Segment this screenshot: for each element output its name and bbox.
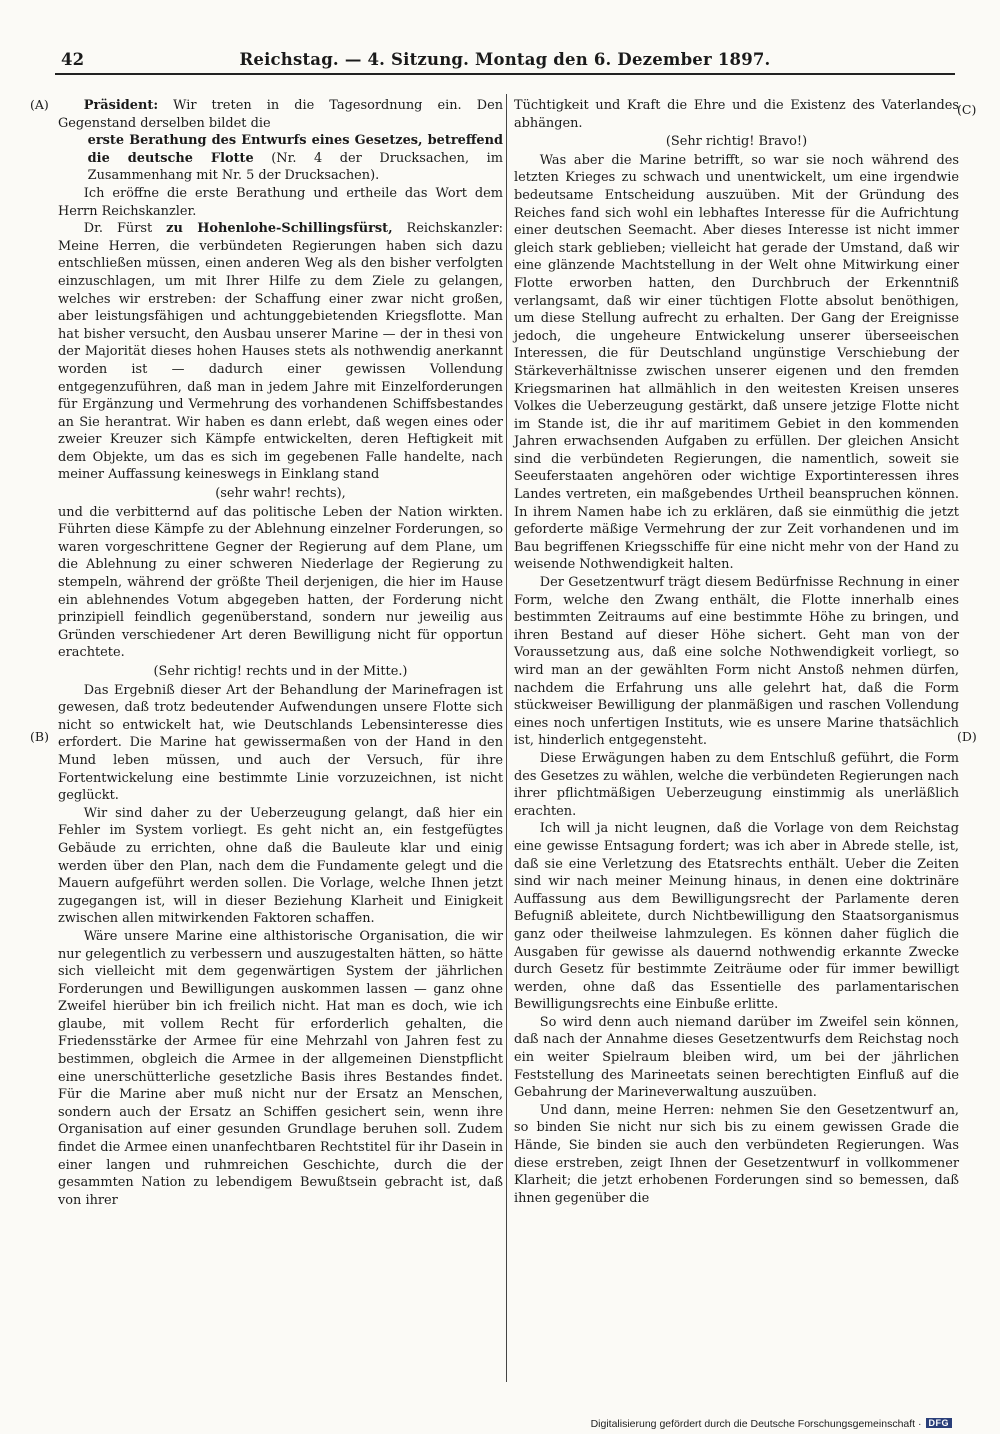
page-header — [55, 48, 955, 74]
interjection: (Sehr richtig! rechts und in der Mitte.) — [153, 664, 408, 679]
running-title: Reichstag. — 4. Sitzung. Montag den 6. Dezember 1897. — [239, 50, 771, 69]
paragraph-text: Reichskanzler: Meine Herren, die verbündeten Regierungen haben sich dazu entschließen müssen, einen anderen Weg als den bisher verfolgten einzuschlagen, um mit Ihrer Hilfe zu dem Ziele zu gelangen, welches wir erstreben: der Schaffung einer zwar nicht großen, aber leistungsfähigen und achtunggebietenden Kriegsflotte. Man hat bisher versucht, den Ausbau unserer Marine — der in thesi von der Majorität dieses hohen Hauses stets als nothwendig anerkannt worden ist — dadurch einer gewissen Vollendung entgegenzuführen, daß man in jedem Jahre mit Einzelforderungen für Ergänzung und Vermehrung des vorhandenen Schiffsbestandes an Sie herantrat. Wir haben es dann erlebt, daß wegen eines oder zweier Kreuzer sich Kämpfe entwickelten, deren Heftigkeit mit dem Objekte, um das es sich im gegebenen Falle handelte, nach meiner Auffassung keineswegs in Einklang stand — [58, 221, 503, 483]
paragraph: Tüchtigkeit und Kraft die Ehre und die Existenz des Vaterlandes abhängen. — [514, 98, 959, 131]
paragraph: und die verbitternd auf das politische Leben der Nation wirkten. Führten diese Kämpfe zu der Ablehnung einzelner Forderungen, so waren vorgeschrittene Gegner der Regierung auf dem Plane, um die Ablehnung zu einer schweren Niederlage der Regierung zu stempeln, während der größte Theil derjenigen, die hier im Hause ein ablehnendes Votum abgegeben hatten, der Forderung nicht prinzipiell feindlich gegenüberstand, sondern nur jeweilig aus Gründen verschiedener Art deren Bewilligung nicht für opportun erachtete. — [58, 504, 503, 661]
digitization-credit — [591, 1418, 952, 1430]
paragraph: Diese Erwägungen haben zu dem Entschluß geführt, die Form des Gesetzes zu wählen, welche die verbündeten Regierungen nach ihrer pflichtmäßigen Ueberzeugung einstimmig als unerläßlich erachten. — [514, 750, 959, 819]
margin-marker-b: (B) — [30, 729, 49, 744]
paragraph-text: Wir treten in die Tagesordnung ein. Den Gegenstand derselben bildet die — [58, 98, 503, 131]
interjection: (sehr wahr! rechts), — [215, 486, 346, 502]
margin-marker-a: (A) — [30, 97, 49, 112]
left-column — [58, 97, 503, 1209]
paragraph: Wäre unsere Marine eine althistorische Organisation, die wir nur gelegentlich zu verbessern und auszugestalten hätten, so hätte sich vielleicht mit dem gegenwärtigen System der jährlichen Forderungen und Bewilligungen auskommen lassen — ganz ohne Zweifel hierüber bin ich freilich nicht. Hat man es doch, wie ich glaube, mit vollem Recht für erforderlich gehalten, die Friedensstärke der Armee für eine Mehrzahl von Jahren fest zu bestimmen, obgleich die Armee in der allgemeinen Dienstpflicht eine unerschütterliche gesetzliche Basis ihres Bestandes findet. Für die Marine aber muß nicht nur der Ersatz an Menschen, sondern auch der Ersatz an Schiffen gesichert sein, wenn ihre Organisation auf einer gesunden Grundlage beruhen soll. Zudem findet die Armee einen unanfechtbaren Rechtstitel für ihr Dasein in einer langen und ruhmreichen Geschichte, durch die der gesammten Nation zu lebendigem Bewußtsein gebracht ist, daß von ihrer — [58, 928, 503, 1208]
margin-marker-c: (C) — [957, 102, 977, 117]
paragraph: Wir sind daher zu der Ueberzeugung gelangt, daß hier ein Fehler im System vorliegt. Es geht nicht an, ein festgefügtes Gebäude zu errichten, ohne daß die Bauleute klar und einig werden über den Plan, nach dem die Fundamente gelegt und die Mauern aufgeführt werden sollen. Die Vorlage, welche Ihnen jetzt zugegangen ist, will in dieser Beziehung Klarheit und Einigkeit zwischen allen mitwirkenden Faktoren schaffen. — [58, 805, 503, 927]
credit-text: Digitalisierung gefördert durch die Deutsche Forschungsgemeinschaft · — [590, 1418, 922, 1430]
paragraph — [58, 97, 503, 132]
paragraph: Ich eröffne die erste Berathung und ertheile das Wort dem Herrn Reichskanzler. — [58, 185, 503, 219]
page-number: 42 — [61, 50, 85, 69]
paragraph: Ich will ja nicht leugnen, daß die Vorlage von dem Reichstag eine gewisse Entsagung fordert; was ich aber in Abrede stelle, ist, daß sie eine Verletzung des Etatsrechts enthält. Ueber die Zeiten sind wir nach meiner Meinung hinaus, in denen eine doktrinäre Auffassung aus dem Bewilligungsrecht der Parlamente deren Befugniß ableitete, durch Nichtbewilligung den Staatsorganismus ganz oder theilweise lahmzulegen. Es können daher füglich die Ausgaben für gewisse als dauernd nothwendig erkannte Zwecke durch Gesetz für bestimmte Zeiträume oder für immer bewilligt werden, ohne daß das Essentielle des parlamentarischen Bewilligungsrechts eine Einbuße erlitte. — [514, 821, 959, 1013]
paragraph: Und dann, meine Herren: nehmen Sie den Gesetzentwurf an, so binden Sie nicht nur sich bis zu einem gewissen Grade die Hände, Sie binden sie auch den verbündeten Regierungen. Was diese erstreben, zeigt Ihnen der Gesetzentwurf in vollkommener Klarheit; die jetzt erhobenen Forderungen sind so bemessen, daß ihnen gegenüber die — [514, 1102, 959, 1206]
paragraph — [58, 220, 503, 484]
paragraph: So wird denn auch niemand darüber im Zweifel sein können, daß nach der Annahme dieses Gesetzentwurfs dem Reichstag noch ein weiter Spielraum bleiben wird, um bei der jährlichen Feststellung des Marineetats seinen berechtigten Einfluß auf die Gebahrung der Marineverwaltung auszuüben. — [514, 1014, 959, 1101]
interjection: (Sehr richtig! Bravo!) — [665, 134, 808, 150]
speaker-label: Präsident: — [83, 98, 159, 113]
agenda-item — [58, 132, 503, 185]
agenda-title: erste Berathung des Entwurfs eines Gesetzes, betreffend die deutsche Flotte — [87, 133, 503, 166]
column-divider — [506, 94, 507, 1382]
paragraph: Das Ergebniß dieser Art der Behandlung der Marinefragen ist gewesen, daß trotz bedeutender Aufwendungen unsere Flotte sich nicht so entwickelt hat, wie Deutschlands Lebensinteresse dies erfordert. Die Marine hat gewissermaßen von der Hand in den Mund leben müssen, und auch der Versuch, für ihre Fortentwickelung eine bestimmte Linie vorzuzeichnen, ist nicht geglückt. — [58, 682, 503, 804]
speaker-name: zu Hohenlohe-Schillingsfürst, — [166, 221, 393, 237]
speaker-prefix: Dr. Fürst — [83, 221, 167, 237]
header-rule — [55, 73, 955, 75]
paragraph: Was aber die Marine betrifft, so war sie noch während des letzten Krieges zu schwach und unentwickelt, um eine irgendwie bedeutsame Entscheidung auszuüben. Mit der Gründung des Reiches fand sich wohl ein lebhaftes Interesse für die Aufrichtung einer deutschen Seemacht. Aber dieses Interesse ist nicht immer gleich stark geblieben; vielleicht hat gerade der Umstand, daß wir eine glänzende Machtstellung in der Welt ohne Mitwirkung einer Flotte erworben hatten, den Durchbruch der Erkenntniß verlangsamt, daß wir einer tüchtigen Flotte absolut benöthigen, um diese Stellung aufrecht zu erhalten. Der Gang der Ereignisse jedoch, die ungeheure Entwickelung unserer überseeischen Interessen, die für Deutschland ungünstige Verschiebung der Stärkeverhältnisse zwischen unserer eigenen und den fremden Kriegsmarinen hat allmählich in den weitesten Kreisen unseres Volkes die Ueberzeugung gestärkt, daß unsere jetzige Flotte nicht im Stande ist, die ihr auf maritimem Gebiet in den kommenden Jahren erwachsenden Aufgaben zu erfüllen. Der gleichen Ansicht sind die verbündeten Regierungen, die namentlich, soweit sie Seeuferstaaten angehören oder wichtige Exportinteressen ihres Landes vertreten, ein maßgebendes Urtheil beanspruchen können. In ihrem Namen habe ich zu erklären, daß sie einmüthig die jetzt geforderte mäßige Vermehrung der zur Zeit vorhandenen und im Bau begriffenen Kriegsschiffe für eine nicht mehr von der Hand zu weisende Nothwendigkeit halten. — [514, 152, 959, 573]
right-column — [514, 97, 959, 1207]
margin-marker-d: (D) — [957, 729, 977, 744]
paragraph: Der Gesetzentwurf trägt diesem Bedürfnisse Rechnung in einer Form, welche den Zwang enthält, die Flotte innerhalb eines bestimmten Zeitraums auf eine bestimmte Höhe zu bringen, und ihren Bestand auf dieser Höhe sichert. Geht man von der Voraussetzung aus, daß eine solche Nothwendigkeit vorliegt, so wird man an der gewählten Form nicht Anstoß nehmen dürfen, nachdem die Erfahrung uns alle gelehrt hat, daß die Form stückweiser Bewilligung der planmäßigen und raschen Vollendung eines noch unfertigen Instituts, wie es unsere Marine thatsächlich ist, hinderlich entgegensteht. — [514, 575, 959, 749]
dfg-logo: DFG — [926, 1418, 953, 1428]
agenda-text: (Nr. 4 der Drucksachen, im Zusammenhang mit Nr. 5 der Drucksachen). — [87, 150, 503, 184]
